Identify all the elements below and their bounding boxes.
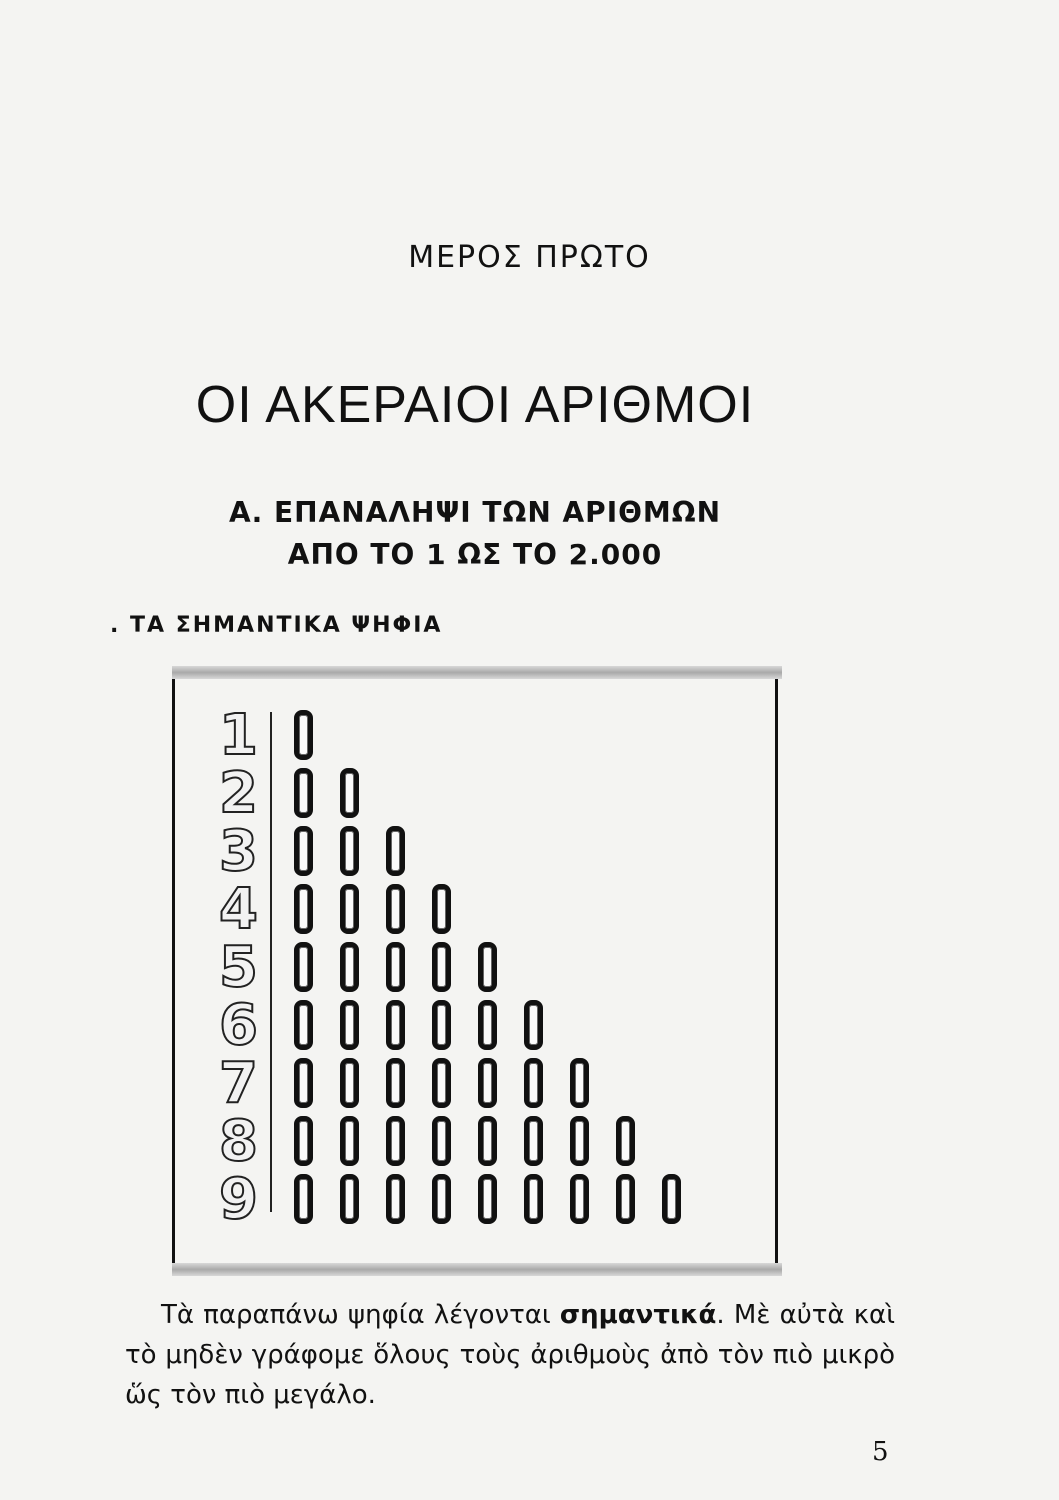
- part-title: ΜΕΡΟΣ ΠΡΩΤΟ: [408, 240, 651, 275]
- zero-glyph: [386, 884, 405, 934]
- chapter-title: ΟΙ ΑΚΕΡΑΙΟΙ ΑΡΙΘΜΟΙ: [195, 376, 755, 434]
- digit-9: 9: [219, 1167, 258, 1232]
- digit-5: 5: [219, 935, 258, 1000]
- figure-right-frame: [775, 679, 778, 1263]
- figure-divider: [270, 712, 272, 1212]
- zero-glyph: [340, 826, 359, 876]
- figure-bottom-bar: [172, 1263, 782, 1276]
- zero-glyph: [294, 826, 313, 876]
- zero-glyph: [432, 1174, 451, 1224]
- zero-glyph: [386, 1116, 405, 1166]
- zero-glyph: [386, 826, 405, 876]
- zero-glyph: [294, 1116, 313, 1166]
- zero-glyph: [478, 1174, 497, 1224]
- zero-row-7: [294, 1058, 616, 1110]
- caption-paragraph: [125, 1295, 895, 1415]
- digit-6: 6: [219, 993, 258, 1058]
- zero-glyph: [340, 942, 359, 992]
- zero-glyph: [340, 1116, 359, 1166]
- figure-top-bar: [172, 666, 782, 679]
- zero-glyph: [570, 1058, 589, 1108]
- zero-glyph: [386, 942, 405, 992]
- zero-row-1: [294, 710, 340, 762]
- zero-glyph: [432, 942, 451, 992]
- digit-4: 4: [219, 877, 258, 942]
- digit-2: 2: [219, 761, 258, 826]
- zero-glyph: [478, 1000, 497, 1050]
- zero-glyph: [386, 1058, 405, 1108]
- zero-glyph: [340, 884, 359, 934]
- zero-row-6: [294, 1000, 570, 1052]
- zero-row-8: [294, 1116, 662, 1168]
- zero-glyph: [294, 884, 313, 934]
- zero-glyph: [340, 1058, 359, 1108]
- significant-digits-figure: [172, 666, 782, 1276]
- section-heading-line-1: Α. ΕΠΑΝΑΛΗΨΙ ΤΩΝ ΑΡΙΘΜΩΝ: [228, 496, 722, 529]
- zero-row-5: [294, 942, 524, 994]
- zero-glyph: [432, 1116, 451, 1166]
- zero-glyph: [570, 1174, 589, 1224]
- zero-row-4: [294, 884, 478, 936]
- zero-glyph: [386, 1000, 405, 1050]
- digit-1: 1: [219, 703, 258, 768]
- zero-glyph: [524, 1058, 543, 1108]
- digit-7: 7: [219, 1051, 258, 1116]
- zero-glyph: [294, 710, 313, 760]
- zero-glyph: [294, 1058, 313, 1108]
- zero-glyph: [294, 1000, 313, 1050]
- zero-glyph: [524, 1116, 543, 1166]
- zero-glyph: [340, 768, 359, 818]
- digit-8: 8: [219, 1109, 258, 1174]
- subsection-heading: . ΤΑ ΣΗΜΑΝΤΙΚΑ ΨΗΦΙΑ: [110, 613, 443, 638]
- zero-glyph: [294, 768, 313, 818]
- zero-row-2: [294, 768, 386, 820]
- figure-left-frame: [172, 679, 175, 1263]
- zero-glyph: [294, 1174, 313, 1224]
- zero-glyph: [478, 1116, 497, 1166]
- section-heading-line-2: ΑΠΟ ΤΟ 1 ΩΣ ΤΟ 2.000: [287, 538, 663, 571]
- digit-3: 3: [219, 819, 258, 884]
- caption-emphasis: σημαντικά: [559, 1300, 717, 1330]
- zero-glyph: [662, 1174, 681, 1224]
- zero-glyph: [340, 1174, 359, 1224]
- zero-glyph: [386, 1174, 405, 1224]
- zero-glyph: [524, 1000, 543, 1050]
- zero-glyph: [478, 942, 497, 992]
- zero-glyph: [432, 884, 451, 934]
- caption-text-start: Τὰ παραπάνω ψηφία λέγονται: [161, 1300, 560, 1330]
- section-heading: [0, 492, 950, 576]
- zero-glyph: [524, 1174, 543, 1224]
- zero-row-3: [294, 826, 432, 878]
- zero-glyph: [294, 942, 313, 992]
- zero-glyph: [432, 1000, 451, 1050]
- zero-glyph: [570, 1116, 589, 1166]
- zero-glyph: [432, 1058, 451, 1108]
- zero-row-9: [294, 1174, 708, 1226]
- zero-glyph: [616, 1116, 635, 1166]
- zero-glyph: [478, 1058, 497, 1108]
- zero-glyph: [616, 1174, 635, 1224]
- zero-glyph: [340, 1000, 359, 1050]
- page-number: 5: [872, 1437, 889, 1467]
- caption-text-end: . Μὲ αὐτὰ καὶ τὸ μηδὲν γράφομε ὅλους τοὺς ἀριθμοὺς ἀπὸ τὸν πιὸ μικρὸ ὥς τὸν πιὸ μεγάλο.: [125, 1300, 895, 1410]
